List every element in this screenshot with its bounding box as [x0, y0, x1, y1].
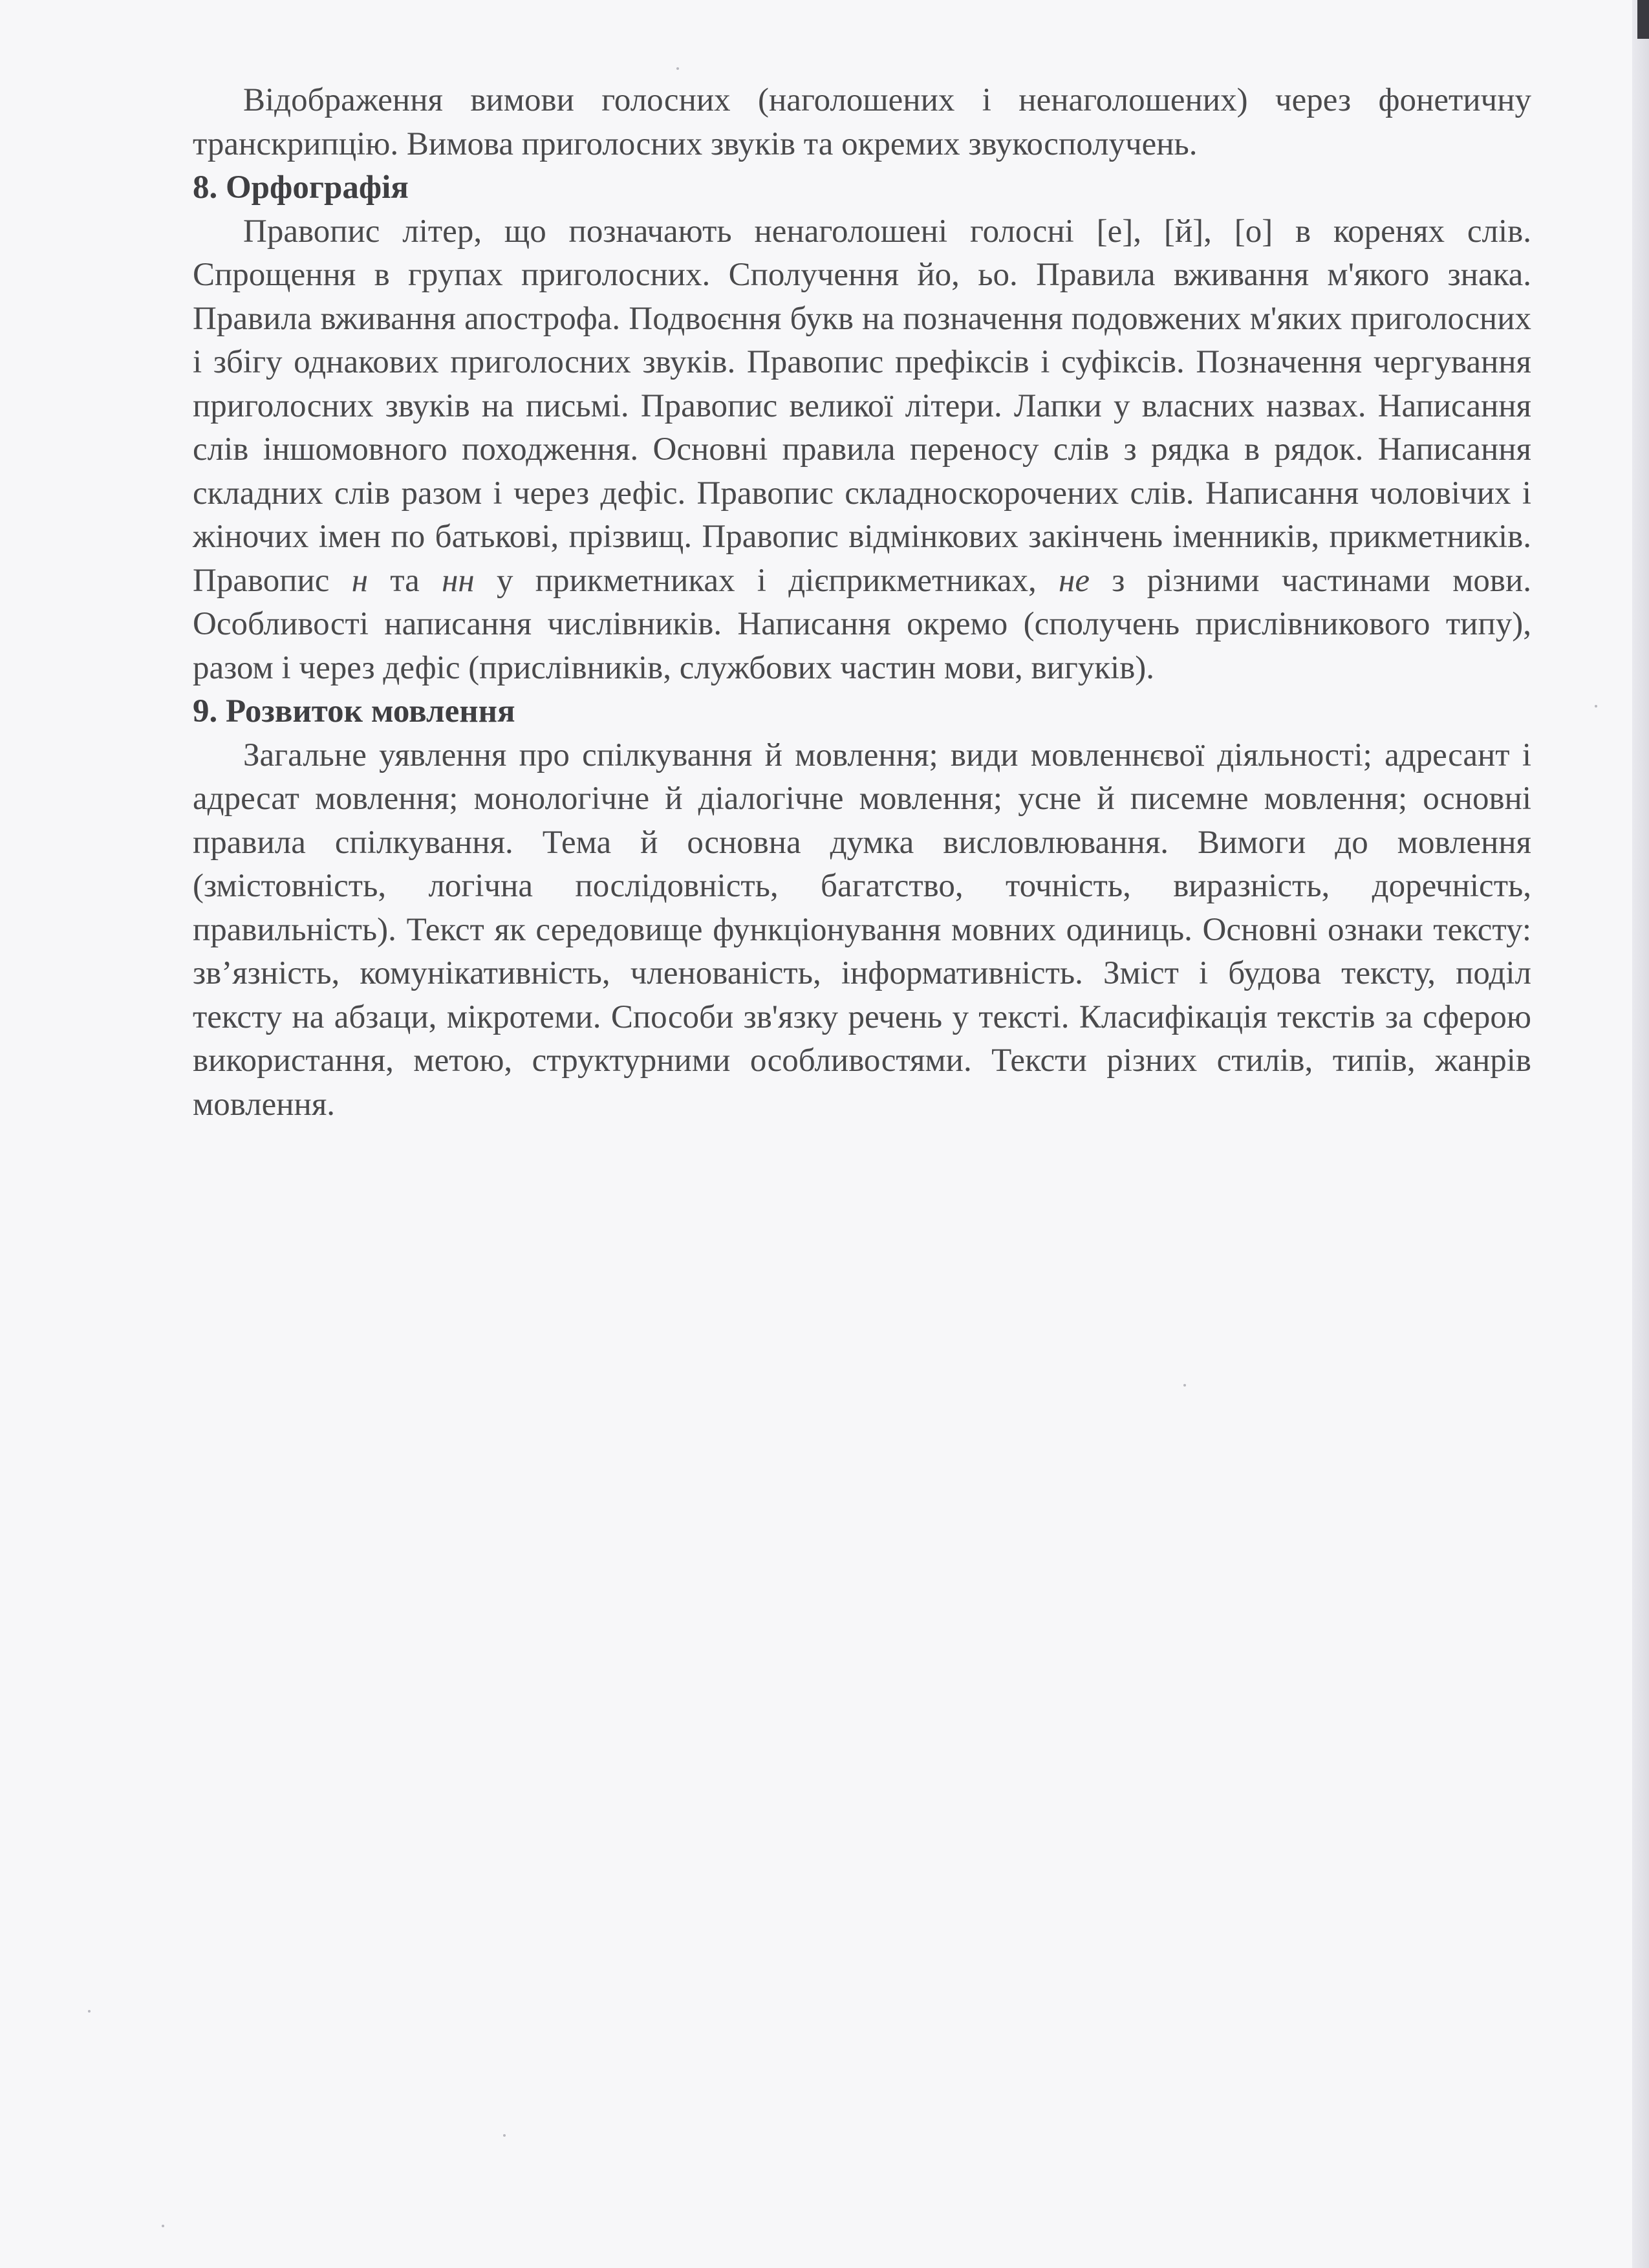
scan-edge-shadow — [1632, 0, 1649, 2268]
scan-speck — [1595, 705, 1597, 707]
scan-speck — [162, 2225, 164, 2227]
section-9-paragraph: Загальне уявлення про спілкування й мовлення; види мовленнєвої діяльності; адресант і адресат мовлення; монологічне й діалогічне мовлення; усне й писемне мовлення; основні правила спілкування. Тема й основна думка висловлювання. Вимоги до мовлення (змістовність, логічна послідовність, багатство, точність, виразність, доречність, правильність). Текст як середовище функціонування мовних одиниць. Основні ознаки тексту: зв’язність, комунікативність, членованість, інформативність. Зміст і будова тексту, поділ тексту на абзаци, мікротеми. Способи зв'язку речень у тексті. Класифікація текстів за сферою використання, метою, структурними особливостями. Тексти різних стилів, типів, жанрів мовлення. — [193, 737, 1531, 1123]
section-8-text-part-4: з різними частинами мови. Особливості написання числівників. Написання окремо (сполучень прислівникового типу), разом і через дефіс (прислівників, службових частин мови, вигуків). — [193, 562, 1532, 686]
scan-speck — [676, 67, 679, 70]
section-8-text-part-3: у прикметниках і дієприкметниках, — [474, 562, 1059, 599]
section-8-text-part-1: Правопис літер, що позначають ненаголошені голосні [е], [й], [о] в коренях слів. Спрощення в групах приголосних. Сполучення йо, ьо. Правила вживання м'якого знака. Правила вживання апострофа. Подвоєння букв на позначення подовжених м'яких приголосних і збігу однакових приголосних звуків. Правопис префіксів і суфіксів. Позначення чергування приголосних звуків на письмі. Правопис великої літери. Лапки у власних назвах. Написання слів іншомовного походження. Основні правила переносу слів з рядка в рядок. Написання складних слів разом і через дефіс. Правопис складноскорочених слів. Написання чоловічих і жіночих імен по батькові, прізвищ. Правопис відмінкових закінчень іменників, прикметників. Правопис — [193, 213, 1531, 599]
section-8-heading: 8. Орфографія — [193, 169, 409, 206]
document-body — [193, 79, 1531, 1127]
section-8-text-part-2: та — [368, 562, 442, 599]
italic-ne: не — [1059, 562, 1090, 599]
scan-corner-mark — [1637, 0, 1649, 39]
section-8-paragraph — [193, 210, 1531, 691]
scan-speck — [503, 2134, 506, 2137]
italic-n: н — [351, 562, 368, 599]
scan-speck — [88, 2010, 91, 2013]
intro-paragraph: Відображення вимови голосних (наголошених і ненаголошених) через фонетичну транскрипцію. Вимова приголосних звуків та окремих звукосполучень. — [193, 82, 1531, 162]
section-9-heading: 9. Розвиток мовлення — [193, 693, 515, 729]
scan-speck — [1183, 1384, 1186, 1387]
italic-nn: нн — [442, 562, 475, 599]
